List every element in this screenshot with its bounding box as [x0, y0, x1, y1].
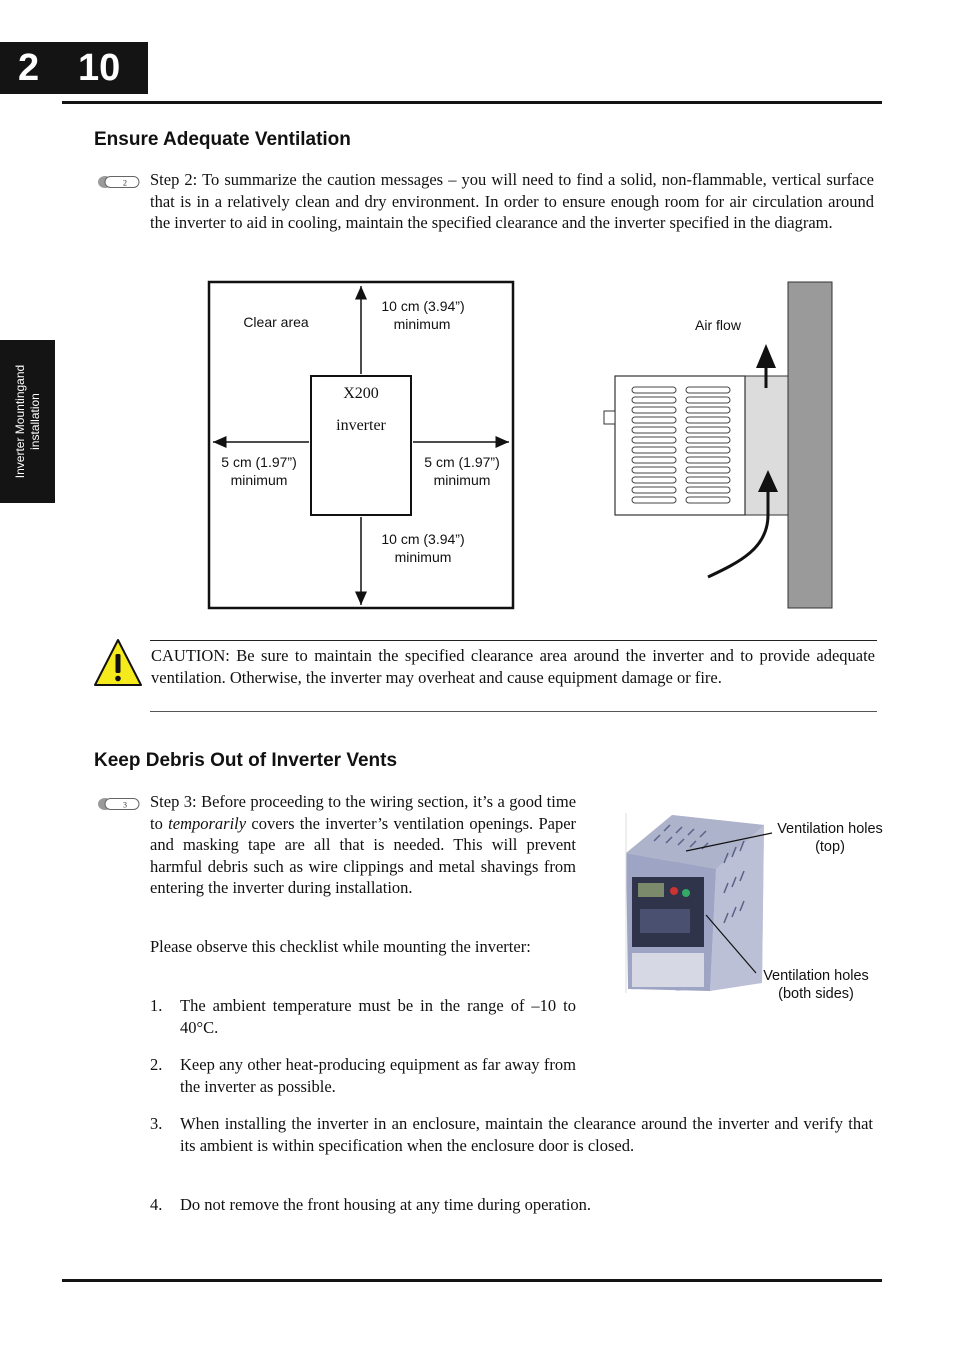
chapter-side-tab	[0, 340, 55, 503]
step-3-text-before: Before proceeding to the wiring section, it’s a good time to	[150, 792, 577, 833]
top-clearance-min: minimum	[393, 316, 451, 332]
top-clearance-dim: 10 cm (3.94”)	[381, 298, 465, 314]
warning-icon	[92, 637, 144, 689]
right-clearance-label	[412, 453, 512, 489]
list-item-text: When installing the inverter in an enclosure, maintain the clearance around the inverter and verify that its ambient is within specification when the enclosure door is closed.	[180, 1114, 873, 1155]
list-item	[150, 1194, 874, 1216]
bottom-clearance-dim: 10 cm (3.94”)	[381, 531, 465, 547]
footer-rule	[62, 1279, 882, 1282]
list-item	[150, 995, 576, 1039]
step-2-icon-number: 2	[123, 178, 127, 188]
left-clearance-dim: 5 cm (1.97”)	[221, 454, 297, 470]
vent-side-label-2: (both sides)	[778, 986, 854, 1002]
side-tab-line1: Inverter Mountingand	[12, 364, 27, 479]
inverter-model-label: X200	[343, 385, 379, 402]
step-3-icon	[97, 797, 141, 811]
right-clearance-min: minimum	[433, 472, 491, 488]
list-item-number: 4.	[150, 1195, 163, 1214]
vent-top-label-2: (top)	[815, 839, 845, 855]
mounting-wall	[788, 282, 832, 608]
bottom-clearance-label	[363, 530, 483, 566]
step-2-icon	[97, 175, 141, 189]
vent-side-label	[746, 967, 886, 1003]
list-item-text: Do not remove the front housing at any time during operation.	[180, 1195, 592, 1214]
step-3-label: Step 3:	[150, 792, 197, 811]
chapter-number: 2	[18, 47, 40, 89]
airflow-arrowhead-upper	[756, 344, 776, 368]
vent-top-label	[760, 820, 900, 856]
checklist-intro: Please observe this checklist while mounting the inverter:	[150, 937, 531, 956]
step-2-label: Step 2:	[150, 170, 198, 189]
top-clearance-label	[363, 297, 483, 333]
list-item-number: 3.	[150, 1114, 163, 1133]
step-3-icon-number: 3	[123, 800, 127, 810]
caution-box	[150, 640, 877, 712]
vent-side-label-1: Ventilation holes	[763, 968, 869, 984]
caution-text: Be sure to maintain the specified clearance area around the inverter and to provide adequate ventilation. Otherwise, the inverter may overheat and cause equipment damage or fire.	[151, 646, 876, 687]
right-clearance-dim: 5 cm (1.97”)	[424, 454, 500, 470]
list-item-text: The ambient temperature must be in the range of –10 to 40°C.	[180, 996, 576, 1037]
header-rule	[62, 101, 882, 104]
inverter-word-label: inverter	[336, 417, 386, 434]
vent-top-label-1: Ventilation holes	[777, 821, 883, 837]
page-number-box	[0, 42, 148, 94]
inverter-connector	[604, 411, 615, 424]
section-heading-ventilation: Ensure Adequate Ventilation	[94, 129, 351, 150]
list-item	[150, 1113, 874, 1179]
bottom-clearance-min: minimum	[394, 549, 452, 565]
step-3-paragraph	[150, 791, 576, 899]
list-item	[150, 1054, 576, 1098]
caution-label: CAUTION:	[151, 646, 230, 665]
step-3-text-after: covers the inverter’s ventilation openings. Paper and masking tape are all that is needed. This will prevent harmful debris such as wire clippings and metal shavings from entering the inverter during installation.	[150, 813, 577, 897]
caution-paragraph	[151, 645, 875, 688]
airflow-label: Air flow	[695, 317, 741, 333]
left-clearance-label	[209, 453, 309, 489]
list-item-number: 1.	[150, 996, 163, 1015]
list-item-text: Keep any other heat-producing equipment as far away from the inverter as possible.	[180, 1055, 576, 1096]
step-2-text: To summarize the caution messages – you will need to find a solid, non-flammable, vertical surface that is in a relatively clean and dry environment. In order to ensure enough room for air circulation around the inverter to aid in cooling, maintain the specified clearance and the inverter specified in the diagram.	[150, 170, 875, 232]
step-2-paragraph	[150, 169, 874, 234]
clear-area-label: Clear area	[243, 314, 309, 330]
side-tab-line2: installation	[27, 393, 42, 450]
list-item-number: 2.	[150, 1055, 163, 1074]
left-clearance-min: minimum	[230, 472, 288, 488]
section-heading-debris: Keep Debris Out of Inverter Vents	[94, 750, 398, 771]
page-number: 10	[78, 47, 121, 89]
step-3-text-italic: temporarily	[168, 813, 247, 833]
